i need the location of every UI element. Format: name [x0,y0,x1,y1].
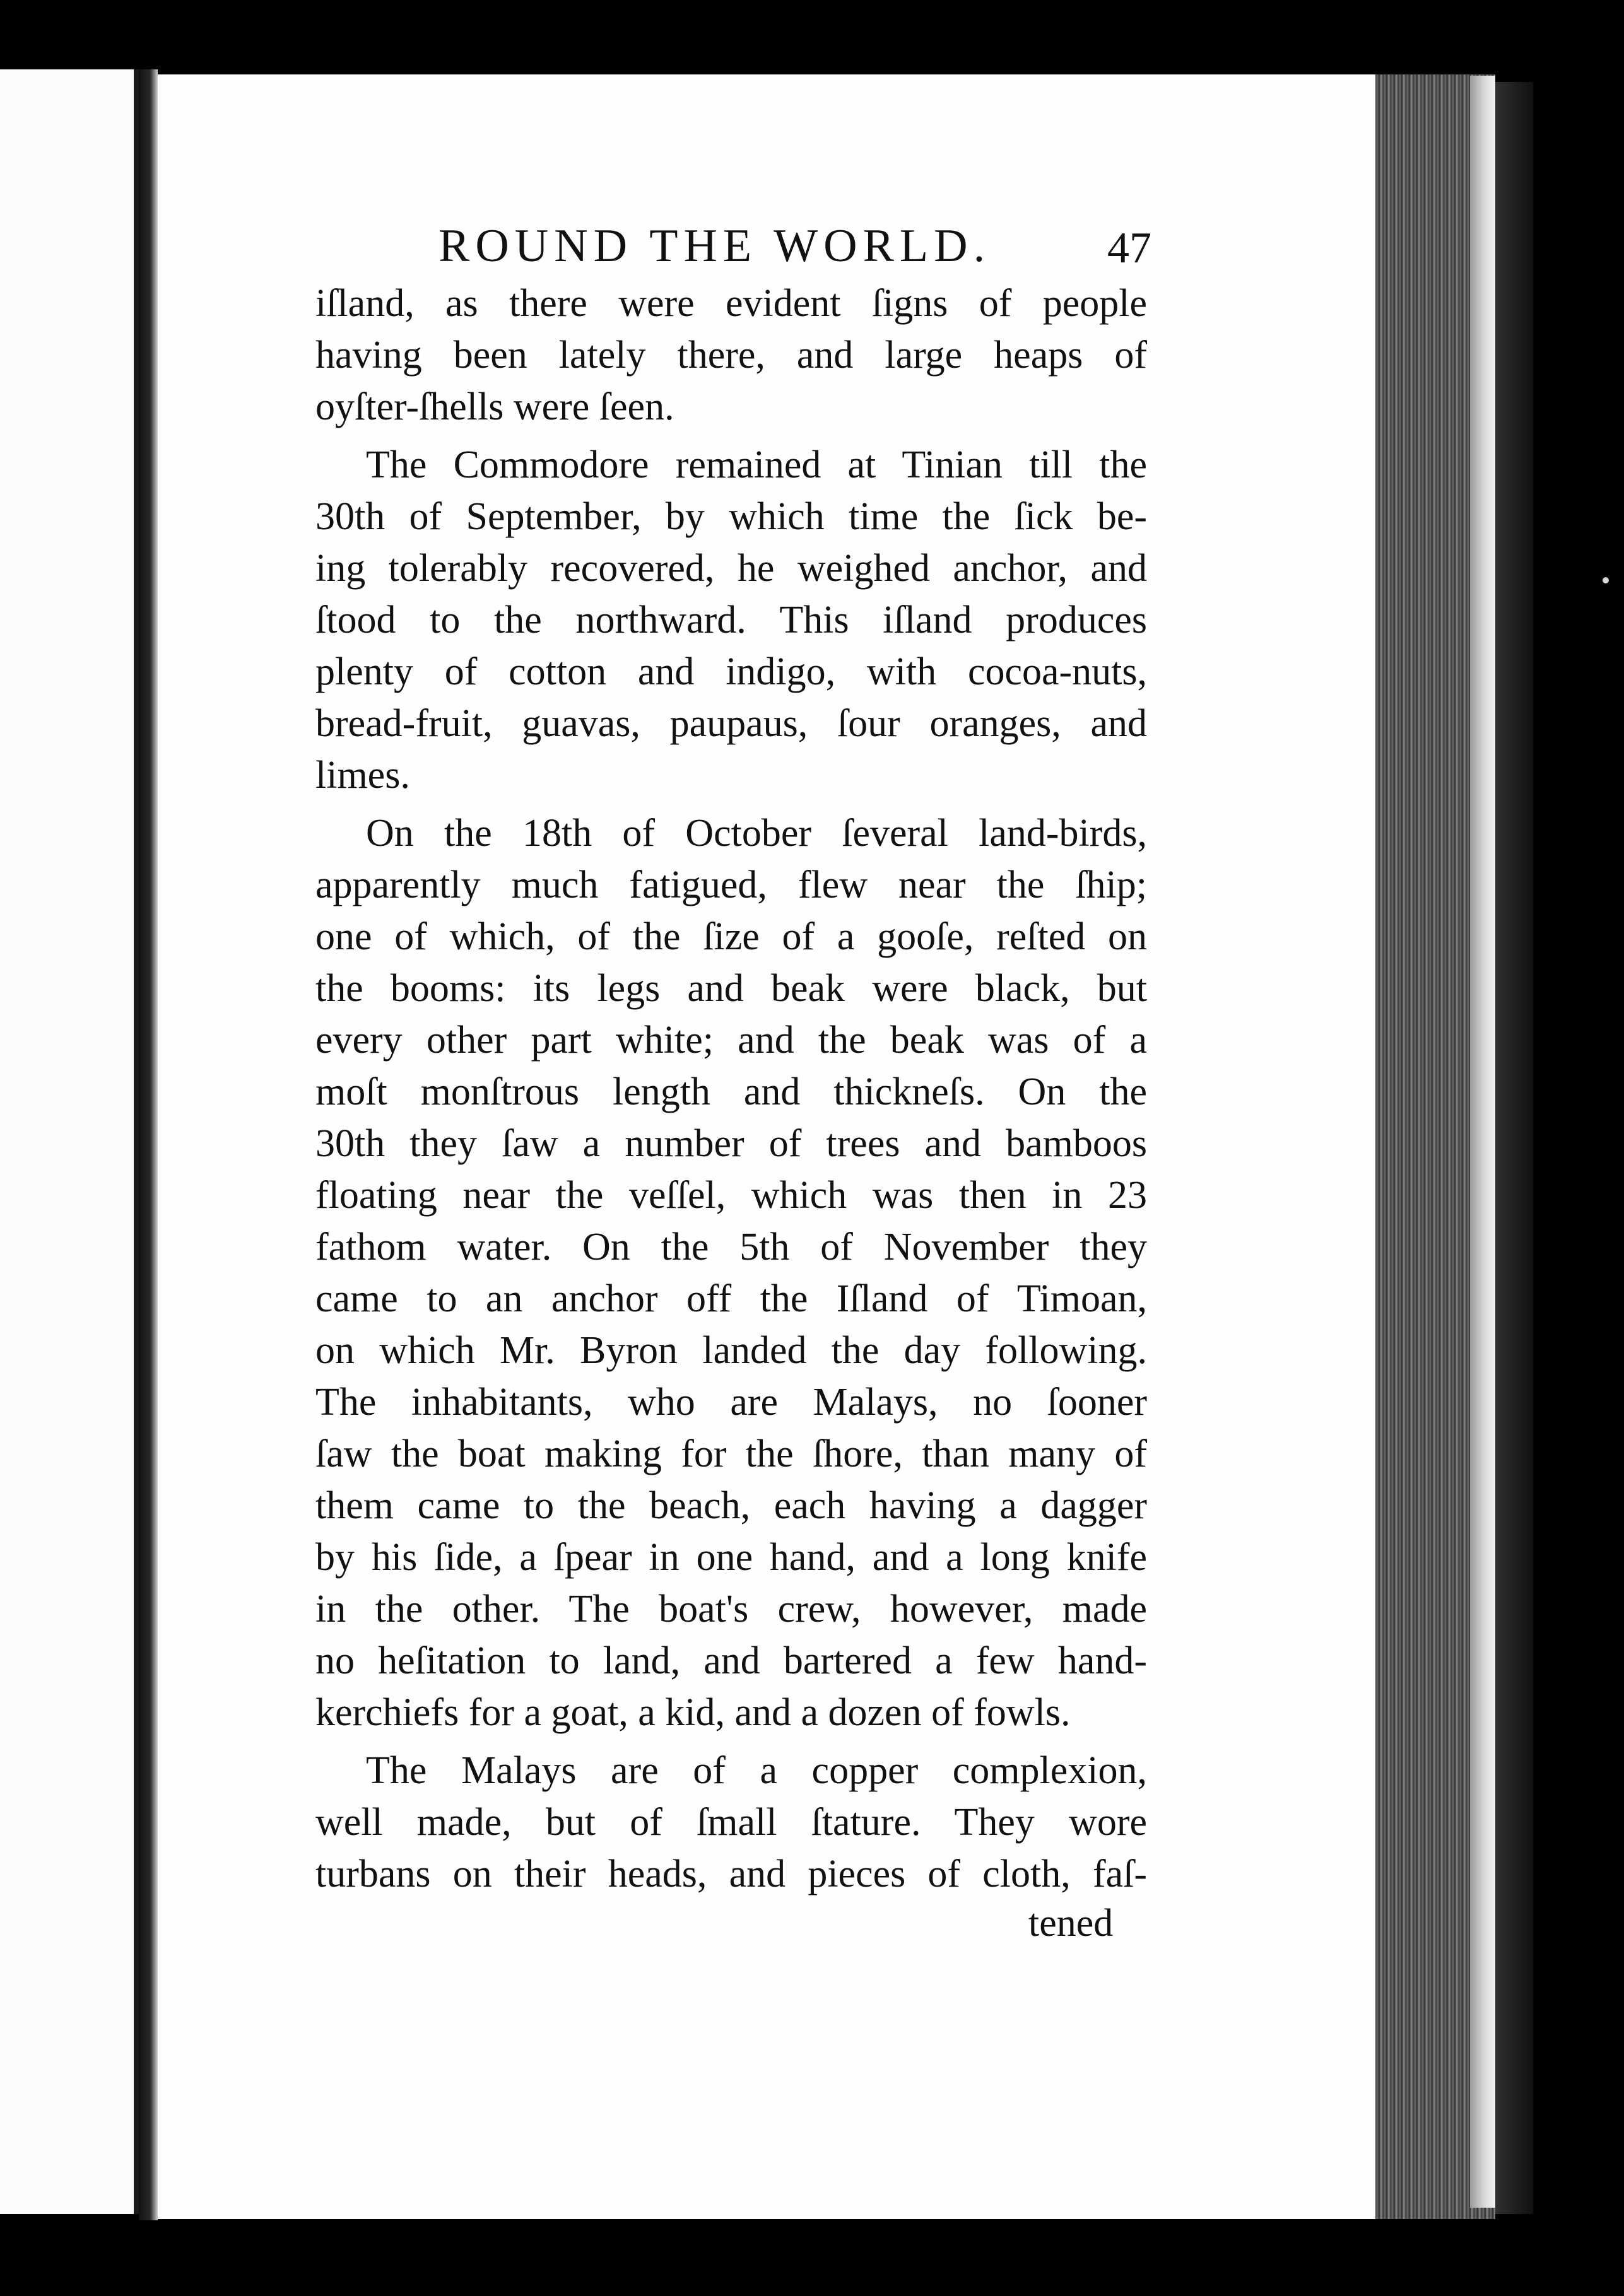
text-line: turbans on their heads, and pieces of cloth, faſ- [315,1853,1147,1895]
text-line: no heſitation to land, and bartered a few hand- [315,1639,1147,1682]
text-line: fathom water. On the 5th of November they [315,1226,1147,1268]
paragraph [315,807,1147,1738]
paragraph [315,1745,1147,1900]
book-gutter [139,69,158,2220]
text-line: The Commodore remained at Tinian till the [366,443,1147,486]
book-cover-edge [1495,82,1533,2214]
text-line: having been lately there, and large heaps of [315,334,1147,377]
text-line: The inhabitants, who are Malays, no ſooner [315,1381,1147,1424]
text-line: On the 18th of October ſeveral land-birds, [366,812,1147,855]
text-line: The Malays are of a copper complexion, [366,1749,1147,1792]
text-line: ing tolerably recovered, he weighed anchor, and [315,547,1147,590]
catchword: tened [1028,1902,1114,1945]
text-line: by his ſide, a ſpear in one hand, and a long knife [315,1536,1147,1579]
page-fore-edge-highlight [1470,76,1495,2208]
text-line: ſtood to the northward. This iſland produces [315,599,1147,641]
text-line: iſland, as there were evident ſigns of people [315,282,1147,325]
paragraph [315,439,1147,801]
text-line: 30th they ſaw a number of trees and bamboos [315,1122,1147,1165]
text-line: came to an anchor off the Iſland of Timoan, [315,1277,1147,1320]
text-line: the booms: its legs and beak were black, but [315,967,1147,1010]
text-line: bread-fruit, guavas, paupaus, ſour oranges, and [315,702,1147,745]
text-line: ſaw the boat making for the ſhore, than many of [315,1432,1147,1475]
body-text [315,278,1147,1900]
text-line: oyſter-ſhells were ſeen. [315,385,674,428]
text-line: one of which, of the ſize of a gooſe, reſted on [315,915,1147,958]
text-line: moſt monſtrous length and thickneſs. On the [315,1070,1147,1113]
text-line: floating near the veſſel, which was then in 23 [315,1174,1147,1217]
paragraph [315,278,1147,433]
text-line: apparently much fatigued, flew near the ſhip; [315,864,1147,906]
text-line: limes. [315,754,410,797]
text-line: on which Mr. Byron landed the day following. [315,1329,1147,1372]
text-line: well made, but of ſmall ſtature. They wore [315,1801,1147,1844]
text-line: in the other. The boat's crew, however, made [315,1588,1147,1631]
text-line: every other part white; and the beak was of a [315,1019,1147,1062]
left-facing-page [0,69,139,2214]
running-head [438,214,1151,278]
text-line: plenty of cotton and indigo, with cocoa-nuts, [315,650,1147,693]
running-title: ROUND THE WORLD. [438,220,991,272]
dust-speck [1603,577,1609,583]
text-line: kerchiefs for a goat, a kid, and a dozen of fowls. [315,1691,1071,1734]
text-line: them came to the beach, each having a dagger [315,1484,1147,1527]
text-line: 30th of September, by which time the ſick be- [315,495,1147,538]
page-number: 47 [1107,224,1151,272]
